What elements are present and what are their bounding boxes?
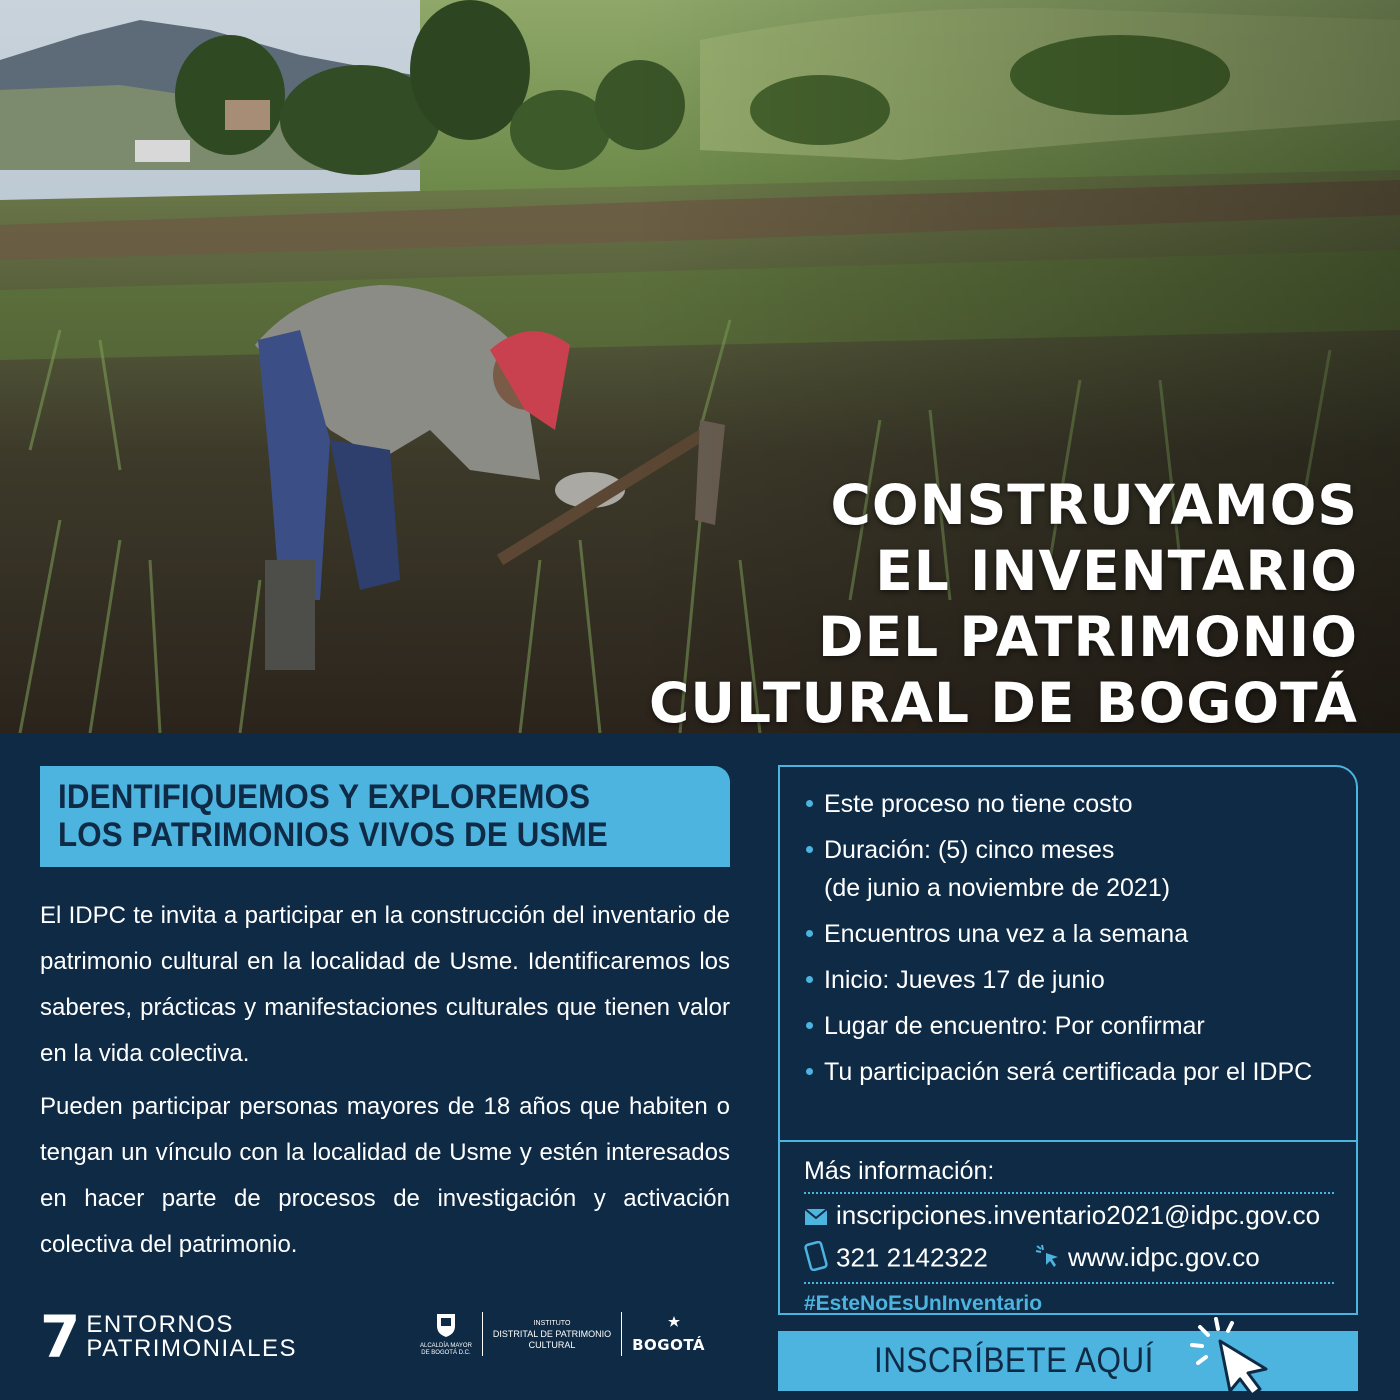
hero-title-line: CULTURAL DE BOGOTÁ (648, 671, 1358, 733)
details-item-text: Tu participación será certificada por el IDPC (824, 1058, 1313, 1086)
subheading-line: IDENTIFIQUEMOS Y EXPLOREMOS (58, 778, 591, 816)
alcaldia-logo (420, 1312, 472, 1357)
details-item-text: (de junio a noviembre de 2021) (824, 874, 1171, 902)
website-link[interactable]: www.idpc.gov.co (1068, 1242, 1260, 1272)
government-logos (420, 1311, 705, 1357)
details-item (806, 961, 1356, 999)
divider (780, 1140, 1356, 1142)
email-link[interactable]: inscripciones.inventario2021@idpc.gov.co (836, 1200, 1321, 1230)
details-item-text: Encuentros una vez a la semana (824, 920, 1189, 948)
description (40, 893, 730, 1275)
cursor-click-icon (1034, 1243, 1060, 1276)
phone-row[interactable] (804, 1241, 988, 1278)
details-item (806, 785, 1356, 823)
hero-title-line: DEL PATRIMONIO (817, 605, 1358, 669)
details-item-text: Este proceso no tiene costo (824, 790, 1133, 818)
phone-icon (804, 1241, 828, 1278)
hero-title-line: EL INVENTARIO (875, 539, 1358, 603)
entornos-number: 7 (40, 1303, 81, 1371)
details-list (780, 767, 1356, 1091)
entornos-patrimoniales-logo (40, 1303, 298, 1371)
hero-title (649, 472, 1358, 733)
hashtag: #EsteNoEsUnInventario (804, 1292, 1043, 1315)
subheading-banner (40, 766, 730, 867)
alcaldia-text: DE BOGOTÁ D.C. (421, 1349, 471, 1356)
dotted-divider (804, 1282, 1334, 1284)
description-paragraph: Pueden participar personas mayores de 18 años que habiten o tengan un vínculo con la localidad de Usme y estén interesados en hacer parte de procesos de investigación y activación colectiva del patrimonio. (40, 1093, 730, 1258)
more-info-title: Más información: (804, 1157, 995, 1185)
mail-icon (804, 1201, 828, 1233)
hero-title-line: CONSTRUYAMOS (830, 473, 1358, 537)
dotted-divider (804, 1192, 1334, 1194)
hand-cursor-icon (1186, 1313, 1276, 1400)
alcaldia-text: ALCALDÍA MAYOR (420, 1342, 472, 1349)
bullet-icon (806, 800, 813, 807)
idpc-text: CULTURAL (528, 1339, 576, 1350)
details-item (806, 1007, 1356, 1045)
coat-of-arms-icon (435, 1312, 457, 1343)
bogota-logo (632, 1315, 705, 1354)
website-row[interactable] (1034, 1241, 1260, 1276)
idpc-logo (493, 1318, 611, 1351)
entornos-line: ENTORNOS (86, 1311, 234, 1338)
entornos-words (86, 1313, 297, 1361)
bullet-icon (806, 1022, 813, 1029)
subheading-line: LOS PATRIMONIOS VIVOS DE USME (58, 816, 608, 854)
details-item-text: Duración: (5) cinco meses (824, 836, 1115, 864)
register-button-label: INSCRÍBETE AQUÍ (874, 1341, 1154, 1380)
idpc-text: INSTITUTO (533, 1319, 571, 1327)
details-item (806, 831, 1356, 907)
bullet-icon (806, 1068, 813, 1075)
details-item-text: Inicio: Jueves 17 de junio (824, 966, 1105, 994)
bullet-icon (806, 846, 813, 853)
bullet-icon (806, 930, 813, 937)
details-item-text: Lugar de encuentro: Por confirmar (824, 1012, 1205, 1040)
logo-divider (482, 1312, 483, 1356)
details-box (778, 765, 1358, 1315)
email-row[interactable] (804, 1199, 1320, 1233)
bullet-icon (806, 976, 813, 983)
details-item (806, 915, 1356, 953)
register-button[interactable] (778, 1331, 1358, 1391)
info-panel (0, 733, 1400, 1400)
bogota-wordmark: BOGOTÁ (632, 1335, 706, 1354)
phone-number[interactable]: 321 2142322 (836, 1242, 988, 1273)
bogota-star-icon (656, 1315, 682, 1336)
logo-divider (621, 1312, 622, 1356)
description-paragraph: El IDPC te invita a participar en la construcción del inventario de patrimonio cultural en la localidad de Usme. Identificaremos los saberes, prácticas y manifestaciones culturales que tienen valor en la vida colectiva. (40, 902, 730, 1067)
entornos-line: PATRIMONIALES (86, 1335, 298, 1362)
idpc-text: DISTRITAL DE PATRIMONIO (492, 1328, 612, 1339)
details-item (806, 1053, 1356, 1091)
